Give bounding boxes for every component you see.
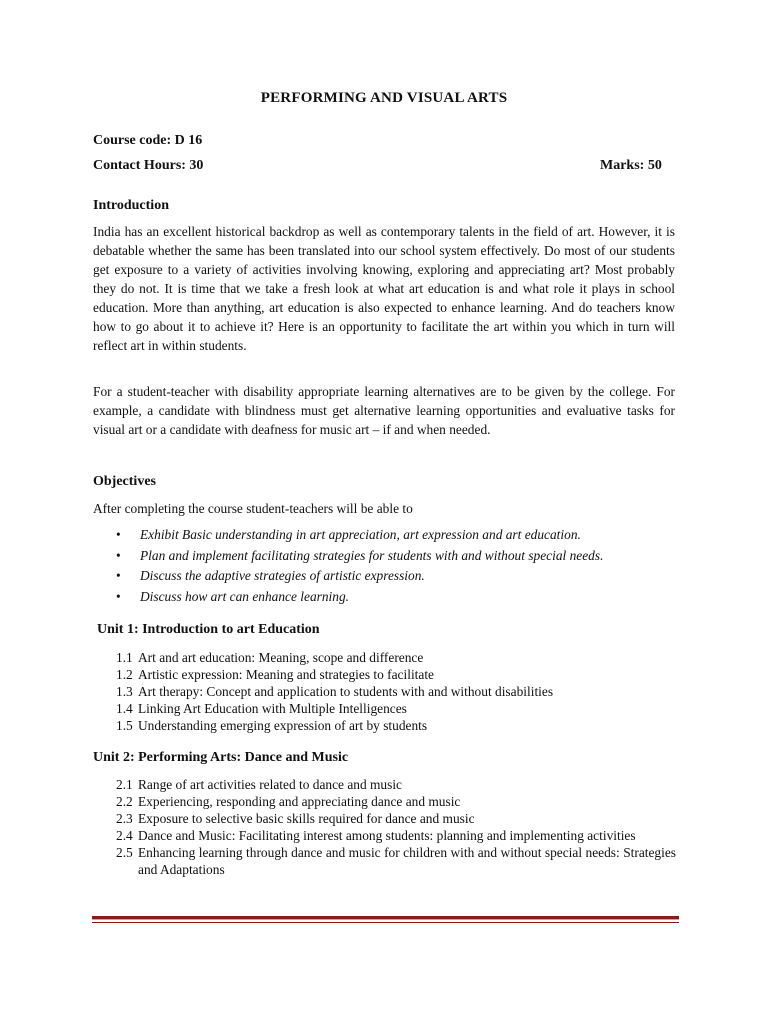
list-item (116, 525, 676, 546)
intro-paragraph-1: India has an excellent historical backdrop as well as contemporary talents in the field of art. However, it is debatable whether the same has been translated into our school system effectively. Do most of our students get exposure to a variety of activities involving knowing, exploring and appreciating art? Most probably they do not. It is time that we take a fresh look at what art education is and what role it plays in school education. More than anything, art education is also expected to enhance learning. And do teachers know how to go about it to achieve it? Here is an opportunity to facilitate the art within you which in turn will reflect art in within students. (93, 224, 675, 353)
list-item (116, 810, 676, 827)
list-item (116, 793, 676, 810)
bullet-icon: • (116, 588, 121, 604)
objectives-heading: Objectives (93, 474, 156, 489)
objective-text: Exhibit Basic understanding in art appreciation, art expression and art education. (140, 527, 581, 542)
footer-rule-thin (92, 922, 679, 923)
objectives-list (116, 525, 676, 607)
intro-paragraph-2: For a student-teacher with disability appropriate learning alternatives are to be given by the college. For example, a candidate with blindness must get alternative learning opportunities and evaluative tasks for visual art or a candidate with deafness for music art – if and when needed. (93, 384, 675, 437)
item-text: Exposure to selective basic skills required for dance and music (138, 811, 475, 826)
item-text: Dance and Music: Facilitating interest among students: planning and implementing activities (138, 828, 636, 843)
list-item (116, 649, 676, 666)
list-item (116, 683, 676, 700)
item-number: 1.3 (116, 684, 133, 699)
item-text: Artistic expression: Meaning and strategies to facilitate (138, 667, 434, 682)
bullet-icon: • (116, 527, 121, 542)
list-item (116, 844, 676, 878)
item-text: Art and art education: Meaning, scope and difference (138, 650, 424, 665)
list-item (116, 546, 676, 567)
unit2-heading: Unit 2: Performing Arts: Dance and Music (93, 750, 349, 765)
bullet-icon: • (116, 547, 121, 563)
list-item (116, 566, 676, 587)
item-text: Range of art activities related to dance and music (138, 777, 402, 792)
objective-text: Discuss how art can enhance learning. (140, 588, 350, 604)
unit1-heading: Unit 1: Introduction to art Education (97, 622, 320, 637)
list-item (116, 827, 676, 844)
item-text: Linking Art Education with Multiple Intelligences (138, 701, 407, 716)
item-number: 2.3 (116, 811, 133, 826)
item-number: 2.2 (116, 794, 133, 809)
list-item (116, 776, 676, 793)
item-text: Enhancing learning through dance and music for children with and without special needs: Strategies and Adaptations (138, 845, 676, 877)
item-text: Experiencing, responding and appreciating dance and music (138, 794, 461, 809)
objective-text: Discuss the adaptive strategies of artistic expression. (140, 568, 425, 583)
course-code: Course code: D 16 (93, 133, 203, 148)
unit1-list (116, 649, 676, 734)
intro-heading: Introduction (93, 198, 169, 213)
item-number: 2.1 (116, 777, 133, 792)
objectives-lead: After completing the course student-teachers will be able to (93, 501, 413, 516)
footer-rule (92, 916, 679, 920)
item-number: 1.1 (116, 650, 133, 665)
bullet-icon: • (116, 568, 121, 583)
objective-text: Plan and implement facilitating strategies for students with and without special needs. (140, 547, 604, 563)
list-item (116, 717, 676, 734)
item-number: 2.4 (116, 828, 133, 843)
item-text: Art therapy: Concept and application to students with and without disabilities (138, 684, 554, 699)
list-item (116, 666, 676, 683)
contact-hours: Contact Hours: 30 (93, 158, 204, 173)
item-number: 1.4 (116, 701, 133, 716)
item-text: Understanding emerging expression of art by students (138, 718, 428, 733)
list-item (116, 700, 676, 717)
item-number: 2.5 (116, 845, 133, 860)
marks: Marks: 50 (600, 158, 662, 173)
list-item (116, 587, 676, 608)
item-number: 1.5 (116, 718, 133, 733)
page-title: PERFORMING AND VISUAL ARTS (260, 90, 508, 106)
item-number: 1.2 (116, 667, 133, 682)
unit2-list (116, 776, 676, 878)
